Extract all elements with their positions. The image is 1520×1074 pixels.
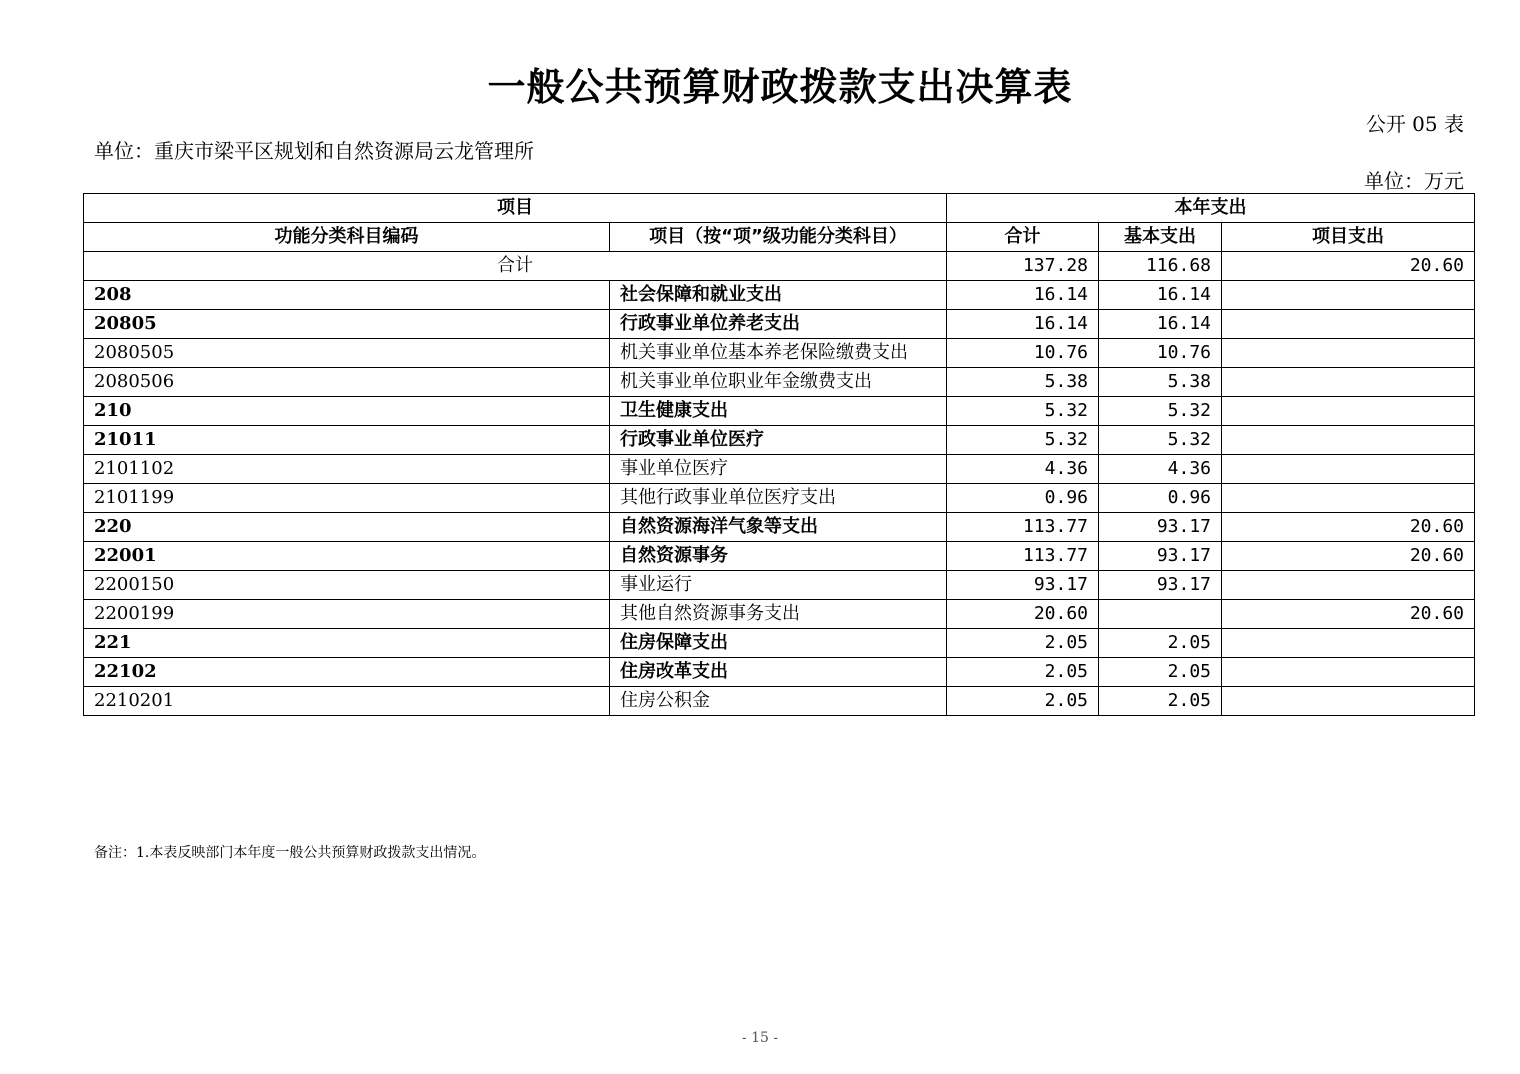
- row-basic: 93.17: [1099, 513, 1222, 542]
- table-row: [84, 571, 1475, 600]
- row-total: 5.32: [947, 426, 1099, 455]
- table-row: [84, 368, 1475, 397]
- expenditure-table: [83, 193, 1475, 716]
- table-row: [84, 339, 1475, 368]
- row-basic: [1099, 600, 1222, 629]
- row-name: 机关事业单位基本养老保险缴费支出: [610, 339, 947, 368]
- row-name: 自然资源事务: [610, 542, 947, 571]
- total-project: 20.60: [1222, 252, 1475, 281]
- header-project-expense: 项目支出: [1222, 223, 1475, 252]
- total-row: [84, 252, 1475, 281]
- row-total: 5.38: [947, 368, 1099, 397]
- row-code: 20805: [84, 310, 610, 339]
- row-project: 20.60: [1222, 600, 1475, 629]
- row-project: 20.60: [1222, 542, 1475, 571]
- row-name: 行政事业单位医疗: [610, 426, 947, 455]
- row-total: 113.77: [947, 513, 1099, 542]
- row-basic: 0.96: [1099, 484, 1222, 513]
- row-total: 113.77: [947, 542, 1099, 571]
- row-project: [1222, 281, 1475, 310]
- row-name: 社会保障和就业支出: [610, 281, 947, 310]
- row-basic: 16.14: [1099, 281, 1222, 310]
- row-basic: 16.14: [1099, 310, 1222, 339]
- total-label: 合计: [84, 252, 947, 281]
- header-total: 合计: [947, 223, 1099, 252]
- row-basic: 5.32: [1099, 426, 1222, 455]
- row-code: 2080505: [84, 339, 610, 368]
- row-code: 220: [84, 513, 610, 542]
- table-row: [84, 600, 1475, 629]
- row-project: [1222, 339, 1475, 368]
- table-row: [84, 281, 1475, 310]
- row-name: 住房改革支出: [610, 658, 947, 687]
- table-row: [84, 310, 1475, 339]
- header-project: 项目: [84, 194, 947, 223]
- row-name: 行政事业单位养老支出: [610, 310, 947, 339]
- unit-organization: 单位：重庆市梁平区规划和自然资源局云龙管理所: [94, 139, 534, 163]
- row-project: [1222, 426, 1475, 455]
- row-total: 2.05: [947, 658, 1099, 687]
- row-name: 自然资源海洋气象等支出: [610, 513, 947, 542]
- row-project: [1222, 484, 1475, 513]
- row-total: 5.32: [947, 397, 1099, 426]
- row-code: 2200150: [84, 571, 610, 600]
- row-project: [1222, 397, 1475, 426]
- form-number: 公开 05 表: [1365, 112, 1464, 136]
- row-name: 事业运行: [610, 571, 947, 600]
- row-code: 2101102: [84, 455, 610, 484]
- header-code: 功能分类科目编码: [84, 223, 610, 252]
- row-code: 21011: [84, 426, 610, 455]
- row-code: 2210201: [84, 687, 610, 716]
- row-code: 210: [84, 397, 610, 426]
- row-code: 2200199: [84, 600, 610, 629]
- row-code: 208: [84, 281, 610, 310]
- header-current-year: 本年支出: [947, 194, 1475, 223]
- header-item: 项目（按“项”级功能分类科目）: [610, 223, 947, 252]
- row-code: 2080506: [84, 368, 610, 397]
- table-row: [84, 658, 1475, 687]
- row-basic: 5.38: [1099, 368, 1222, 397]
- table-row: [84, 542, 1475, 571]
- row-project: [1222, 687, 1475, 716]
- row-project: [1222, 310, 1475, 339]
- page-number: - 15 -: [741, 1030, 779, 1046]
- row-total: 20.60: [947, 600, 1099, 629]
- header-basic: 基本支出: [1099, 223, 1222, 252]
- row-basic: 2.05: [1099, 687, 1222, 716]
- row-project: [1222, 368, 1475, 397]
- row-basic: 93.17: [1099, 542, 1222, 571]
- header-row-2: [84, 223, 1475, 252]
- table-row: [84, 455, 1475, 484]
- row-name: 其他行政事业单位医疗支出: [610, 484, 947, 513]
- header-row-1: [84, 194, 1475, 223]
- row-name: 事业单位医疗: [610, 455, 947, 484]
- row-total: 16.14: [947, 281, 1099, 310]
- table-row: [84, 687, 1475, 716]
- row-project: 20.60: [1222, 513, 1475, 542]
- row-project: [1222, 455, 1475, 484]
- row-total: 16.14: [947, 310, 1099, 339]
- table-row: [84, 397, 1475, 426]
- unit-currency: 单位：万元: [1364, 169, 1464, 193]
- table-row: [84, 513, 1475, 542]
- row-total: 4.36: [947, 455, 1099, 484]
- row-project: [1222, 629, 1475, 658]
- table-row: [84, 426, 1475, 455]
- page-title: 一般公共预算财政拨款支出决算表: [487, 65, 1073, 109]
- row-code: 22001: [84, 542, 610, 571]
- row-total: 93.17: [947, 571, 1099, 600]
- row-total: 2.05: [947, 687, 1099, 716]
- table-row: [84, 629, 1475, 658]
- total-total: 137.28: [947, 252, 1099, 281]
- row-total: 2.05: [947, 629, 1099, 658]
- row-name: 卫生健康支出: [610, 397, 947, 426]
- footnote: 备注：1.本表反映部门本年度一般公共预算财政拨款支出情况。: [94, 845, 486, 861]
- row-code: 221: [84, 629, 610, 658]
- row-basic: 2.05: [1099, 629, 1222, 658]
- row-total: 10.76: [947, 339, 1099, 368]
- table-row: [84, 484, 1475, 513]
- row-total: 0.96: [947, 484, 1099, 513]
- row-project: [1222, 658, 1475, 687]
- row-name: 机关事业单位职业年金缴费支出: [610, 368, 947, 397]
- row-name: 住房保障支出: [610, 629, 947, 658]
- row-name: 其他自然资源事务支出: [610, 600, 947, 629]
- row-basic: 10.76: [1099, 339, 1222, 368]
- row-basic: 4.36: [1099, 455, 1222, 484]
- row-code: 2101199: [84, 484, 610, 513]
- row-project: [1222, 571, 1475, 600]
- row-code: 22102: [84, 658, 610, 687]
- row-basic: 93.17: [1099, 571, 1222, 600]
- row-basic: 2.05: [1099, 658, 1222, 687]
- row-basic: 5.32: [1099, 397, 1222, 426]
- total-basic: 116.68: [1099, 252, 1222, 281]
- row-name: 住房公积金: [610, 687, 947, 716]
